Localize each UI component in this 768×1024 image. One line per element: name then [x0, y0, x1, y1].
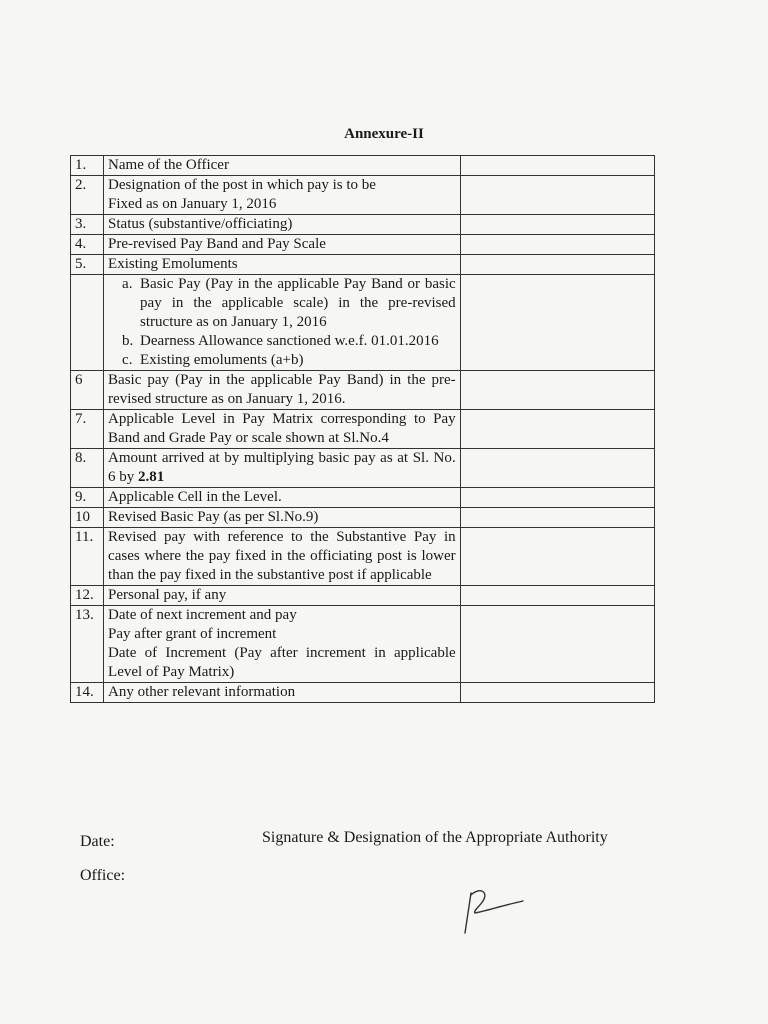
table-row — [71, 528, 655, 586]
table-row — [71, 508, 655, 528]
table-row — [71, 586, 655, 606]
row-description: Any other relevant information — [104, 683, 461, 703]
row-number: 11. — [71, 528, 104, 586]
row-value-cell — [460, 275, 654, 371]
row-value-cell — [460, 215, 654, 235]
row-description: Basic pay (Pay in the applicable Pay Band) in the pre-revised structure as on January 1, 2016. — [104, 371, 461, 410]
table-row — [71, 176, 655, 215]
row-number: 12. — [71, 586, 104, 606]
row-value-cell — [460, 683, 654, 703]
table-row — [71, 156, 655, 176]
row-value-cell — [460, 371, 654, 410]
row-number: 5. — [71, 255, 104, 275]
page-title: Annexure-II — [344, 126, 424, 142]
table-row — [71, 488, 655, 508]
row-value-cell — [460, 410, 654, 449]
row-description: Personal pay, if any — [104, 586, 461, 606]
row-description: Applicable Level in Pay Matrix corresponding to Pay Band and Grade Pay or scale shown at Sl.No.4 — [104, 410, 461, 449]
subitem: a. Basic Pay (Pay in the applicable Pay Band or basic pay in the applicable scale) in the pre-revised structure as on January 1, 2016 — [122, 276, 456, 330]
table-row — [71, 683, 655, 703]
row-description: Designation of the post in which pay is to be Fixed as on January 1, 2016 — [104, 176, 461, 215]
row-number: 14. — [71, 683, 104, 703]
row-value-cell — [460, 508, 654, 528]
row-number: 8. — [71, 449, 104, 488]
table-row — [71, 410, 655, 449]
row-number: 6 — [71, 371, 104, 410]
subitem: c. Existing emoluments (a+b) — [122, 352, 304, 368]
table-row — [71, 371, 655, 410]
row-value-cell — [460, 235, 654, 255]
row-value-cell — [460, 528, 654, 586]
row-value-cell — [460, 176, 654, 215]
table-row — [71, 215, 655, 235]
row-number: 1. — [71, 156, 104, 176]
row-description: Name of the Officer — [104, 156, 461, 176]
subitem: b. Dearness Allowance sanctioned w.e.f. 01.01.2016 — [122, 333, 439, 349]
row-value-cell — [460, 449, 654, 488]
row-description: Pre-revised Pay Band and Pay Scale — [104, 235, 461, 255]
row-number: 4. — [71, 235, 104, 255]
row-value-cell — [460, 488, 654, 508]
row-description: Amount arrived at by multiplying basic pay as at Sl. No. 6 by 2.81 — [104, 449, 461, 488]
row-number — [71, 275, 104, 371]
row-description: Revised pay with reference to the Substantive Pay in cases where the pay fixed in the officiating post is lower than the pay fixed in the substantive post if applicable — [104, 528, 461, 586]
table-row — [71, 449, 655, 488]
row-value-cell — [460, 606, 654, 683]
row-description: Revised Basic Pay (as per Sl.No.9) — [104, 508, 461, 528]
row-number: 3. — [71, 215, 104, 235]
row-description: Date of next increment and pay Pay after grant of increment Date of Increment (Pay after increment in applicable Level of Pay Matrix) — [104, 606, 461, 683]
signature-mark — [455, 885, 535, 940]
row-description — [104, 275, 461, 371]
row-value-cell — [460, 156, 654, 176]
table-row — [71, 275, 655, 371]
row-number: 13. — [71, 606, 104, 683]
office-label: Office: — [80, 867, 126, 884]
row-description: Status (substantive/officiating) — [104, 215, 461, 235]
row-value-cell — [460, 586, 654, 606]
row-number: 2. — [71, 176, 104, 215]
row-description: Existing Emoluments — [104, 255, 461, 275]
annexure-table — [70, 155, 655, 703]
signature-label: Signature & Designation of the Appropriate Authority — [262, 829, 608, 846]
table-row — [71, 235, 655, 255]
date-label: Date: — [80, 833, 115, 850]
table-row — [71, 606, 655, 683]
row-number: 10 — [71, 508, 104, 528]
row-description: Applicable Cell in the Level. — [104, 488, 461, 508]
row-number: 7. — [71, 410, 104, 449]
row-value-cell — [460, 255, 654, 275]
table-row — [71, 255, 655, 275]
row-number: 9. — [71, 488, 104, 508]
